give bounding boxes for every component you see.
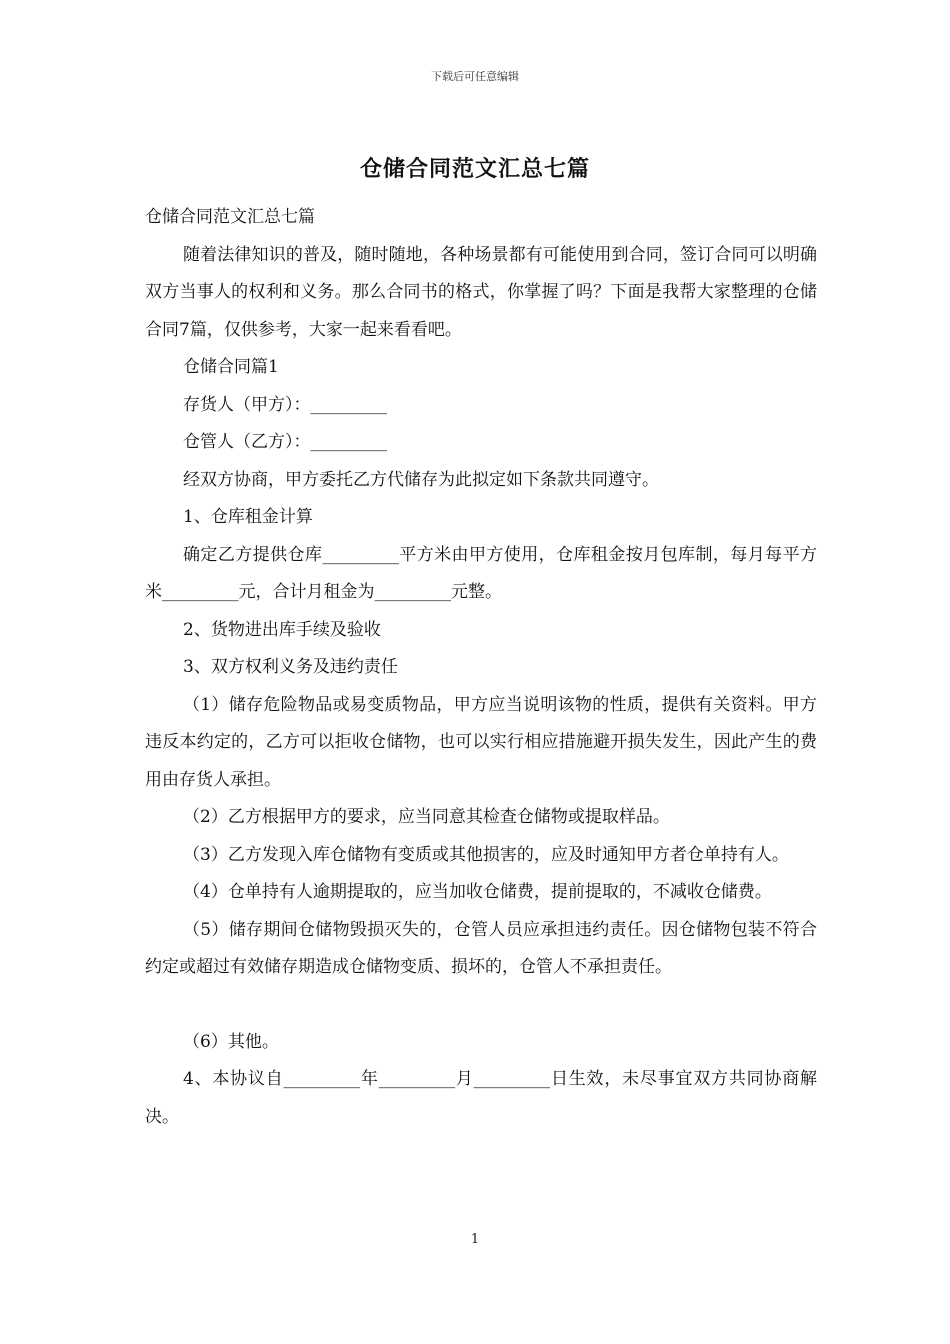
document-body [145, 199, 817, 1136]
clause-3-item-2: （2）乙方根据甲方的要求，应当同意其检查仓储物或提取样品。 [183, 807, 670, 827]
party-b-line: 仓管人（乙方）：_________ [183, 432, 387, 452]
clause-3-item-5: （5）储存期间仓储物毁损灭失的，仓管人员应承担违约责任。因仓储物包装不符合约定或超过有效储存期造成仓储物变质、损坏的，仓管人不承担责任。 [145, 919, 817, 977]
page-header-note: 下载后可任意编辑 [431, 70, 519, 83]
clause-2-heading: 2、货物进出库手续及验收 [183, 619, 381, 640]
clause-1-heading: 1、仓库租金计算 [183, 507, 313, 527]
page-number: 1 [470, 1232, 480, 1247]
clause-3-item-4: （4）仓单持有人逾期提取的，应当加收仓储费，提前提取的，不减收仓储费。 [183, 882, 772, 902]
clause-3-item-1: （1）储存危险物品或易变质物品，甲方应当说明该物的性质，提供有关资料。甲方违反本约定的，乙方可以拒收仓储物，也可以实行相应措施避开损失发生，因此产生的费用由存货人承担。 [145, 694, 817, 790]
intro-paragraph: 随着法律知识的普及，随时随地，各种场景都有可能使用到合同，签订合同可以明确双方当事人的权利和义务。那么合同书的格式，你掌握了吗？下面是我帮大家整理的仓储合同7篇，仅供参考，大家一起来看看吧。 [145, 244, 817, 340]
clause-4-body: 4、本协议自_________年_________月_________日生效，未尽事宜双方共同协商解决。 [145, 1069, 817, 1127]
section-heading-contract-1: 仓储合同篇1 [183, 357, 279, 377]
clause-3-item-6: （6）其他。 [183, 1031, 279, 1052]
agreement-paragraph: 经双方协商，甲方委托乙方代储存为此拟定如下条款共同遵守。 [183, 469, 659, 490]
clause-1-body: 确定乙方提供仓库_________平方米由甲方使用，仓库租金按月包库制，每月每平方米_________元，合计月租金为_________元整。 [145, 544, 817, 602]
document-subtitle: 仓储合同范文汇总七篇 [145, 207, 315, 227]
clause-3-item-3: （3）乙方发现入库仓储物有变质或其他损害的，应及时通知甲方者仓单持有人。 [183, 844, 789, 865]
document-title: 仓储合同范文汇总七篇 [359, 157, 590, 182]
clause-3-heading: 3、双方权利义务及违约责任 [183, 657, 398, 677]
party-a-line: 存货人（甲方）：_________ [183, 394, 387, 415]
